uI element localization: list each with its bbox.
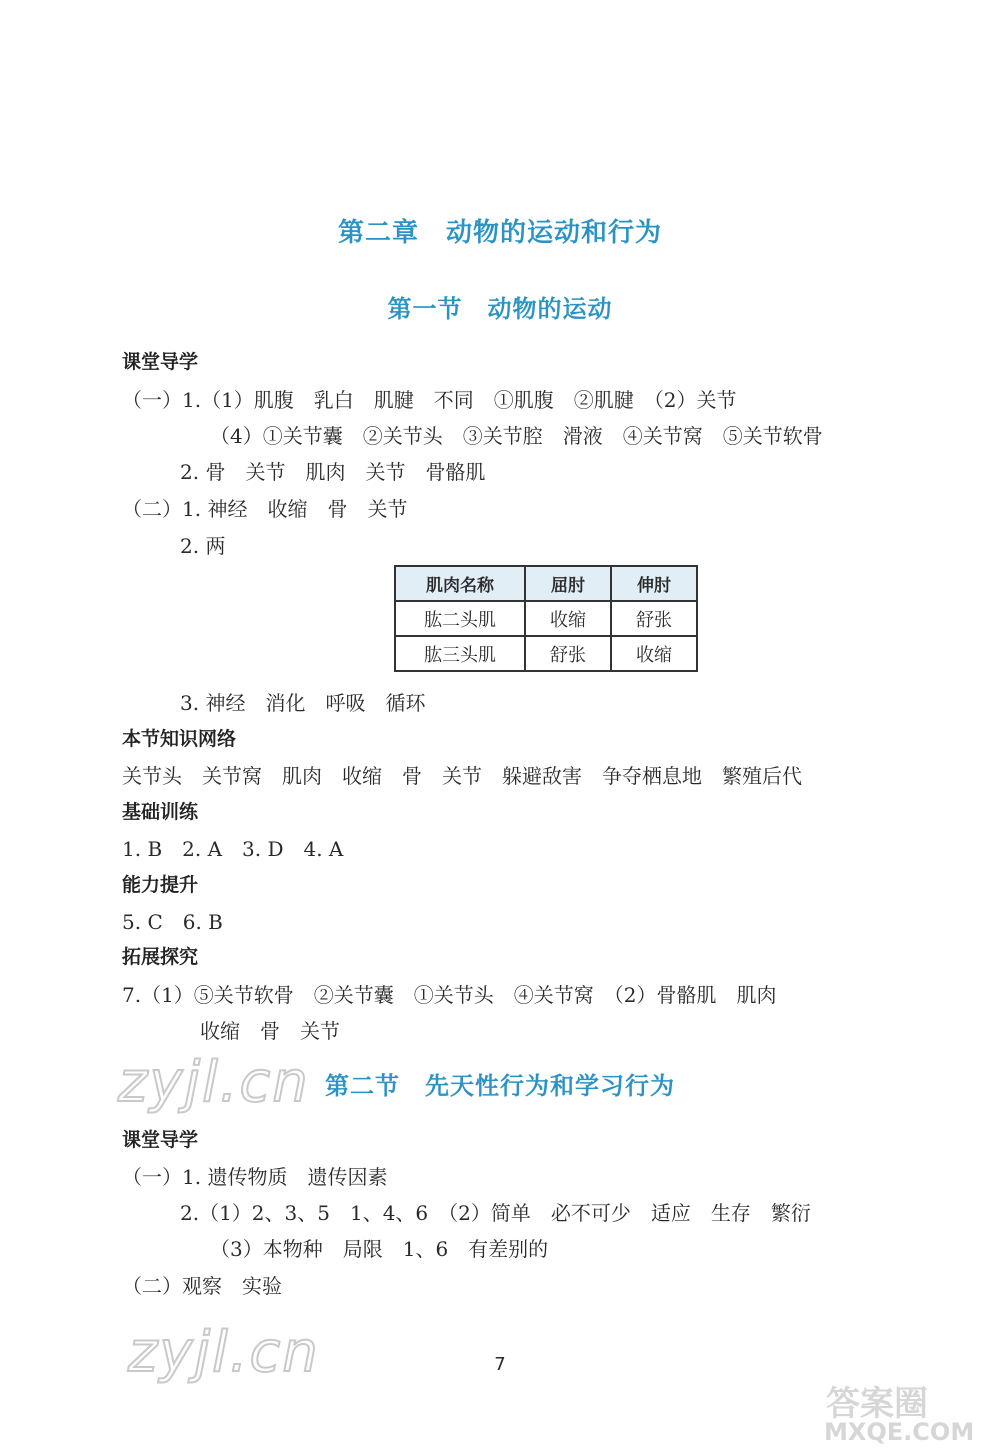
- page-number: 7: [494, 1354, 506, 1375]
- table-cell: 收缩: [525, 601, 611, 636]
- basic-training-heading: 基础训练: [122, 801, 199, 823]
- section1-ketang-heading: 课堂导学: [122, 351, 199, 373]
- section2-ketang-heading: 课堂导学: [122, 1129, 199, 1151]
- table-row: [395, 601, 697, 636]
- ability-answers: 5. C 6. B: [122, 910, 223, 934]
- table-header: 屈肘: [525, 566, 611, 601]
- section2-line-2: 2.（1）2、3、5 1、4、6 （2）简单 必不可少 适应 生存 繁衍: [180, 1201, 811, 1225]
- table-cell: 舒张: [611, 601, 697, 636]
- table-row: [395, 636, 697, 671]
- muscle-table: [394, 565, 698, 672]
- network-line: 关节头 关节窝 肌肉 收缩 骨 关节 躲避敌害 争夺栖息地 繁殖后代: [122, 764, 802, 788]
- section1-line-4: （二）1. 神经 收缩 骨 关节: [122, 497, 408, 521]
- watermark-logo: zyjl.cn: [118, 1050, 310, 1115]
- explore-line-1: 7.（1）⑤关节软骨 ②关节囊 ①关节头 ④关节窝 （2）骨骼肌 肌肉: [122, 983, 777, 1007]
- watermark-answer-logo: 答案圈: [826, 1384, 928, 1424]
- table-cell: 舒张: [525, 636, 611, 671]
- explore-line-2: 收缩 骨 关节: [200, 1019, 340, 1043]
- table-cell: 收缩: [611, 636, 697, 671]
- table-header-row: [395, 566, 697, 601]
- section2-line-3: （3）本物种 局限 1、6 有差别的: [210, 1237, 549, 1261]
- chapter-title: 第二章 动物的运动和行为: [337, 218, 662, 248]
- section2-line-1: （一）1. 遗传物质 遗传因素: [122, 1165, 388, 1189]
- watermark-site: MXQE.COM: [824, 1418, 975, 1446]
- section1-title: 第一节 动物的运动: [387, 294, 613, 323]
- ability-heading: 能力提升: [122, 874, 199, 896]
- explore-heading: 拓展探究: [122, 946, 199, 968]
- section1-line-2: （4）①关节囊 ②关节头 ③关节腔 滑液 ④关节窝 ⑤关节软骨: [210, 424, 823, 448]
- section1-line-6: 3. 神经 消化 呼吸 循环: [180, 691, 426, 715]
- table-cell: 肱二头肌: [395, 601, 525, 636]
- network-heading: 本节知识网络: [122, 728, 237, 750]
- section2-title: 第二节 先天性行为和学习行为: [325, 1071, 675, 1100]
- section1-line-3: 2. 骨 关节 肌肉 关节 骨骼肌: [180, 460, 486, 484]
- section2-line-4: （二）观察 实验: [122, 1274, 282, 1298]
- section1-line-1: （一）1.（1）肌腹 乳白 肌腱 不同 ①肌腹 ②肌腱 （2）关节: [122, 388, 737, 412]
- table-header: 伸肘: [611, 566, 697, 601]
- basic-training-answers: 1. B 2. A 3. D 4. A: [122, 837, 344, 861]
- table-cell: 肱三头肌: [395, 636, 525, 671]
- watermark-logo: zyjl.cn: [128, 1320, 320, 1385]
- section1-line-5: 2. 两: [180, 534, 226, 558]
- table-header: 肌肉名称: [395, 566, 525, 601]
